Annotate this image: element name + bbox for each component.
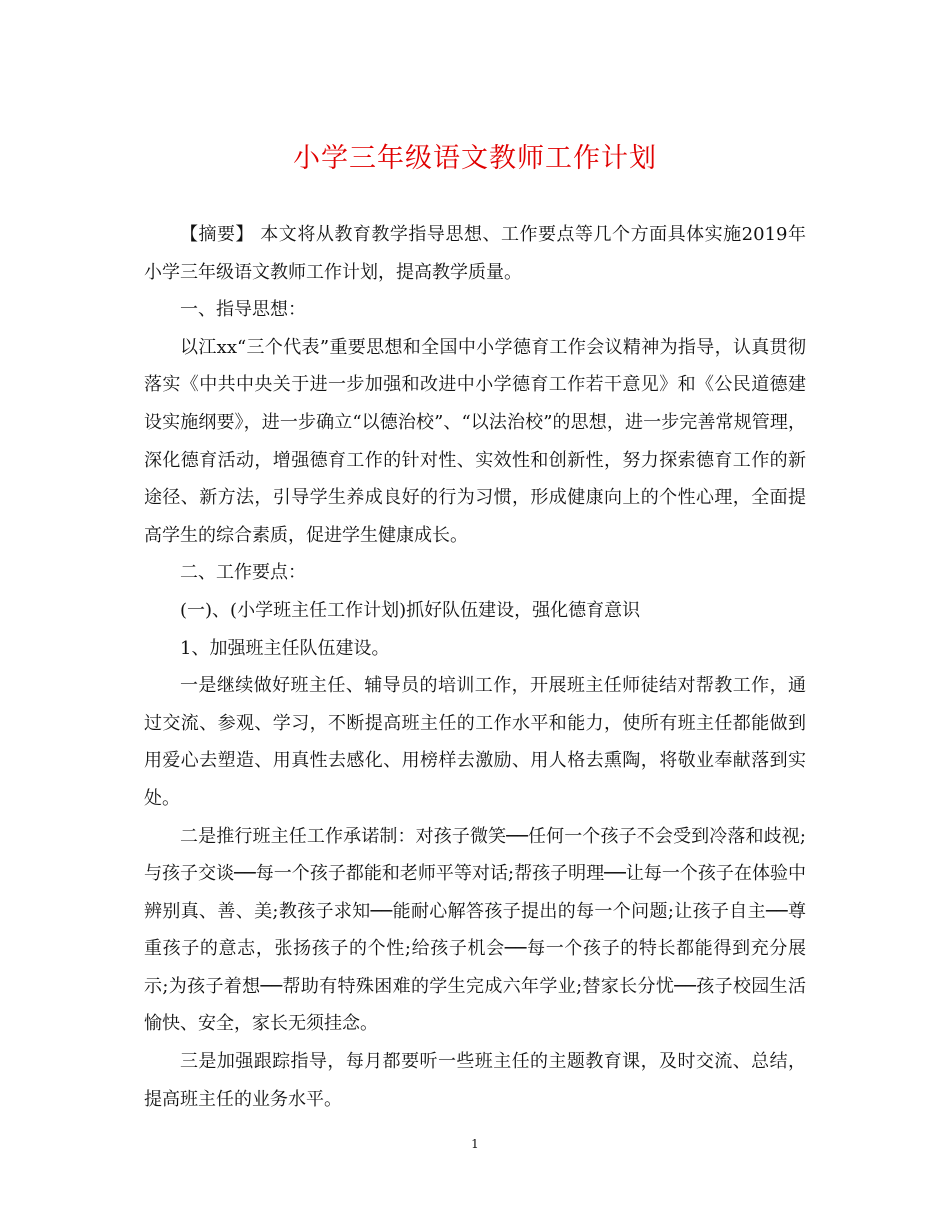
abstract-paragraph: 【摘要】 本文将从教育教学指导思想、工作要点等几个方面具体实施2019年小学三年级语文教师工作计划，提高教学质量。	[144, 224, 806, 283]
guiding-ideology-paragraph: 以江xx“三个代表”重要思想和全国中小学德育工作会议精神为指导，认真贯彻落实《中共中央关于进一步加强和改进中小学德育工作若干意见》和《公民道德建设实施纲要》，进一步确立“以德治校”、“以法治校”的思想，进一步完善常规管理，深化德育活动，增强德育工作的针对性、实效性和创新性，努力探索德育工作的新途径、新方法，引导学生养成良好的行为习惯，形成健康向上的个性心理，全面提高学生的综合素质，促进学生健康成长。	[144, 336, 806, 546]
item-heading-class-teacher-team: 1、加强班主任队伍建设。	[180, 637, 390, 659]
point-three-paragraph: 三是加强跟踪指导，每月都要听一些班主任的主题教育课，及时交流、总结，提高班主任的业务水平。	[144, 1051, 806, 1110]
section-heading-guiding-ideology: 一、指导思想：	[180, 299, 306, 321]
section-heading-work-points: 二、工作要点：	[180, 562, 306, 584]
document-title: 小学三年级语文教师工作计划	[293, 143, 657, 174]
page-number: 1	[471, 1137, 479, 1151]
document-body	[144, 216, 806, 1118]
point-two-paragraph: 二是推行班主任工作承诺制：对孩子微笑──任何一个孩子不会受到冷落和歧视;与孩子交谈──每一个孩子都能和老师平等对话;帮孩子明理──让每一个孩子在体验中辨别真、善、美;教孩子求知──能耐心解答孩子提出的每一个问题;让孩子自主──尊重孩子的意志，张扬孩子的个性;给孩子机会──每一个孩子的特长都能得到充分展示;为孩子着想──帮助有特殊困难的学生完成六年学业;替家长分忧──孩子校园生活愉快、安全，家长无须挂念。	[144, 825, 806, 1035]
point-one-paragraph: 一是继续做好班主任、辅导员的培训工作，开展班主任师徒结对帮教工作，通过交流、参观、学习，不断提高班主任的工作水平和能力，使所有班主任都能做到用爱心去塑造、用真性去感化、用榜样去激励、用人格去熏陶，将敬业奉献落到实处。	[144, 675, 806, 809]
subsection-heading-team-building: (一)、(小学班主任工作计划)抓好队伍建设，强化德育意识	[180, 599, 641, 621]
